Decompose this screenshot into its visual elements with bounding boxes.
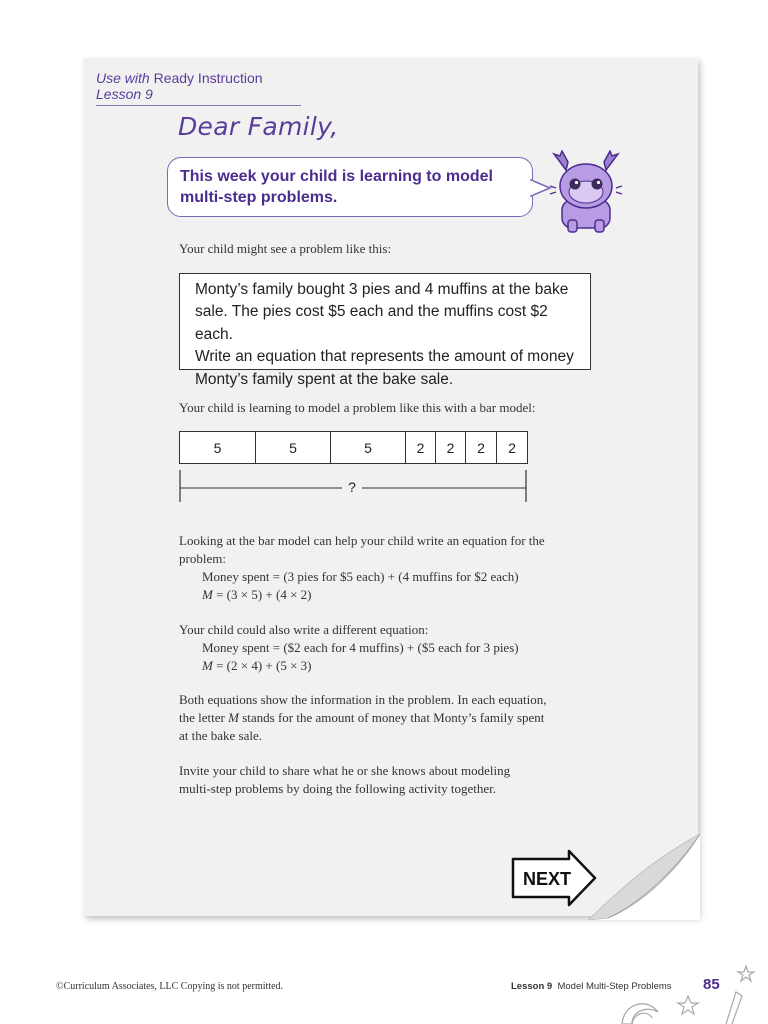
decorative-stars-icon [618,962,768,1024]
use-with-lesson: Lesson 9 [96,86,153,102]
summary-line-1: Both equations show the information in the problem. In each equation, [179,692,547,707]
bar-cell: 2 [508,439,516,456]
copyright: ©Curriculum Associates, LLC Copying is not permitted. [56,981,284,992]
bar-model [179,431,528,464]
problem-box [179,273,591,388]
summary-line-2 [179,709,544,727]
bubble-line-2: multi-step problems. [180,189,338,206]
alternate-intro: Your child could also write a different equation: [179,622,429,637]
summary-post: stands for the amount of money that Monty’s family spent [238,710,545,725]
invite-line-2: multi-step problems by doing the following activity together. [179,781,497,796]
invite-line-1: Invite your child to share what he or she knows about modeling [179,763,511,778]
page-number: 85 [703,976,720,993]
variable-m: M [202,658,213,673]
problem-line-4: Monty’s family spent at the bake sale. [195,370,454,388]
bubble-line-1: This week your child is learning to model [180,168,493,185]
variable-m: M [228,710,239,725]
equation-2-rest: = (2 × 4) + (5 × 3) [212,658,312,673]
problem-line-1: Monty’s family bought 3 pies and 4 muffins at the bake [195,281,569,298]
equation-1-numeric [202,586,312,604]
explanation-line-2: problem: [179,551,226,566]
footer-lesson-title: Model Multi-Step Problems [557,981,672,992]
next-button-label: NEXT [522,869,572,889]
equation-1-rest: = (3 × 5) + (4 × 2) [212,587,312,602]
equation-2-words: Money spent = ($2 each for 4 muffins) + ($5 each for 3 pies) [202,640,519,655]
next-button[interactable] [511,849,597,907]
variable-m: M [202,587,213,602]
greeting-heading: Dear Family, [178,112,339,141]
page-curl [588,822,700,920]
bar-cell: 2 [436,432,466,463]
explanation-line-1: Looking at the bar model can help your child write an equation for the [179,533,545,548]
monster-mascot-icon [548,150,624,234]
problem-line-2: sale. The pies cost $5 each and the muffins cost $2 each. [195,303,548,343]
bar-cell: 2 [406,432,436,463]
footer-lesson-number: Lesson 9 [511,981,553,992]
use-with-prefix: Use with [96,70,150,86]
problem-line-3: Write an equation that represents the amount of money [195,348,574,366]
use-with-text: Ready Instruction [153,70,263,86]
equation-1-words: Money spent = (3 pies for $5 each) + (4 muffins for $2 each) [202,569,519,584]
total-unknown-label: ? [342,479,362,495]
intro-text: Your child might see a problem like this: [179,241,392,256]
speech-bubble [167,157,533,217]
bar-cell: 5 [256,432,331,463]
lesson-reference [96,70,301,106]
summary-line-3: at the bake sale. [179,728,263,743]
equation-2-numeric [202,657,312,675]
bar-cell: 5 [331,432,406,463]
bar-model-intro: Your child is learning to model a problem like this with a bar model: [179,400,536,415]
bar-cell: 2 [466,432,497,463]
summary-pre: the letter [179,710,229,725]
bar-cell: 5 [180,432,256,463]
